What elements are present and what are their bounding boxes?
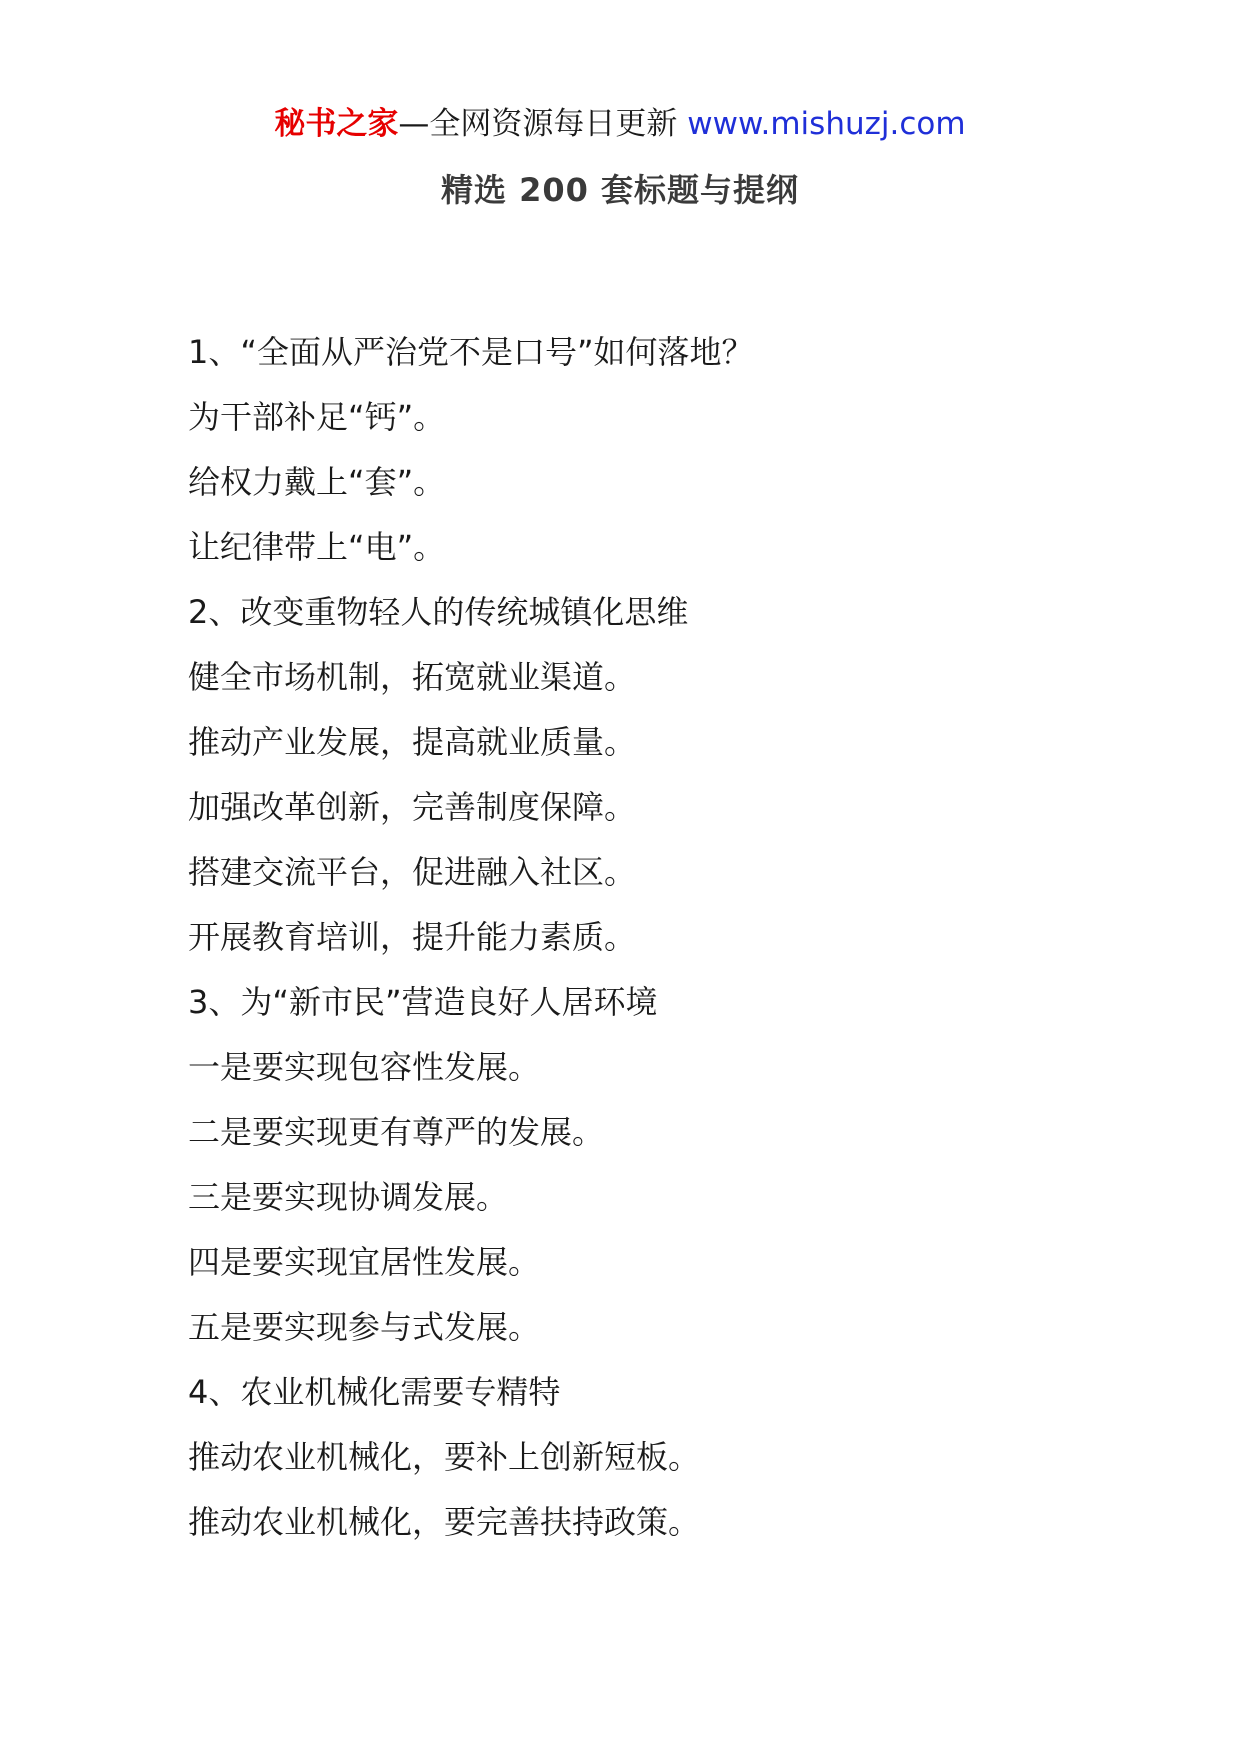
paragraph-line: 推动产业发展，提高就业质量。 — [188, 723, 637, 761]
brand-name: 秘书之家 — [274, 106, 399, 142]
heading-3: 3、为“新市民”营造良好人居环境 — [188, 983, 658, 1021]
paragraph-line: 让纪律带上“电”。 — [188, 528, 446, 566]
header-tagline: —全网资源每日更新 — [398, 106, 678, 142]
paragraph-line: 三是要实现协调发展。 — [188, 1178, 509, 1216]
document-title: 精选 200 套标题与提纲 — [440, 171, 800, 209]
paragraph-line: 推动农业机械化，要完善扶持政策。 — [188, 1503, 701, 1541]
heading-1: 1、“全面从严治党不是口号”如何落地？ — [188, 333, 754, 371]
paragraph-line: 推动农业机械化，要补上创新短板。 — [188, 1438, 701, 1476]
paragraph-line: 二是要实现更有尊严的发展。 — [188, 1113, 605, 1151]
heading-4: 4、农业机械化需要专精特 — [188, 1373, 561, 1411]
heading-2: 2、改变重物轻人的传统城镇化思维 — [188, 593, 689, 631]
paragraph-line: 给权力戴上“套”。 — [188, 463, 446, 501]
paragraph-line: 健全市场机制，拓宽就业渠道。 — [188, 658, 637, 696]
paragraph-line: 四是要实现宜居性发展。 — [188, 1243, 541, 1281]
document-body — [188, 320, 1188, 1555]
paragraph-line: 开展教育培训，提升能力素质。 — [188, 918, 637, 956]
paragraph-line: 加强改革创新，完善制度保障。 — [188, 788, 637, 826]
site-url-link[interactable]: www.mishuzj.com — [687, 106, 966, 142]
paragraph-line: 为干部补足“钙”。 — [188, 398, 446, 436]
paragraph-line: 五是要实现参与式发展。 — [188, 1308, 541, 1346]
paragraph-line: 一是要实现包容性发展。 — [188, 1048, 541, 1086]
page-header — [0, 98, 1240, 150]
paragraph-line: 搭建交流平台，促进融入社区。 — [188, 853, 637, 891]
